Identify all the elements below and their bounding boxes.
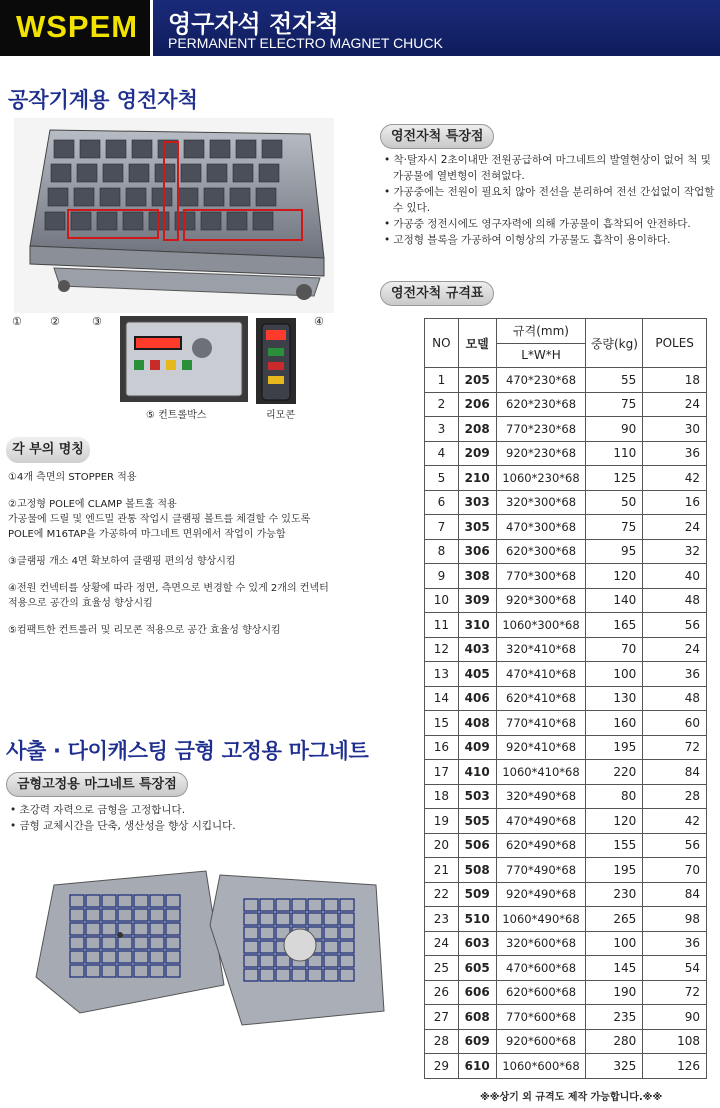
cell-weight: 55 xyxy=(586,368,643,393)
chuck-pole-block xyxy=(230,188,250,206)
cell-no: 20 xyxy=(425,833,459,858)
cell-size: 920*600*68 xyxy=(496,1029,586,1054)
cell-no: 29 xyxy=(425,1054,459,1079)
cell-poles: 24 xyxy=(643,515,707,540)
cell-no: 28 xyxy=(425,1029,459,1054)
cell-weight: 120 xyxy=(586,564,643,589)
section-title-machine-chuck: 공작기계용 영전자척 xyxy=(8,88,198,112)
list-item: • 착·탈자시 2초이내만 전원공급하여 마그네트의 발열현상이 없어 척 및 가공물에 열변형이 전혀없다. xyxy=(384,154,711,182)
chuck-pole-block xyxy=(74,188,94,206)
cell-model: 306 xyxy=(458,539,496,564)
cell-model: 205 xyxy=(458,368,496,393)
control-box-caption: ⑤ 컨트롤박스 xyxy=(146,410,207,421)
spec-table-body xyxy=(425,368,707,1079)
chuck-pole-block xyxy=(97,212,117,230)
cell-model: 303 xyxy=(458,490,496,515)
cell-no: 13 xyxy=(425,662,459,687)
chuck-pole-block xyxy=(48,188,68,206)
cell-no: 6 xyxy=(425,490,459,515)
cell-weight: 265 xyxy=(586,907,643,932)
cell-weight: 100 xyxy=(586,931,643,956)
callout-marker-2: ② xyxy=(50,315,60,328)
cell-poles: 16 xyxy=(643,490,707,515)
cell-poles: 36 xyxy=(643,662,707,687)
remote-control-photo xyxy=(256,318,296,404)
table-row xyxy=(425,613,707,638)
cell-poles: 84 xyxy=(643,760,707,785)
chuck-pole-block xyxy=(262,140,282,158)
cell-model: 409 xyxy=(458,735,496,760)
cell-size: 1060*410*68 xyxy=(496,760,586,785)
cell-weight: 125 xyxy=(586,466,643,491)
table-row xyxy=(425,662,707,687)
chuck-pole-block xyxy=(45,212,65,230)
cell-size: 620*600*68 xyxy=(496,980,586,1005)
table-row xyxy=(425,833,707,858)
table-row xyxy=(425,466,707,491)
chuck-pole-block xyxy=(126,188,146,206)
cell-poles: 90 xyxy=(643,1005,707,1030)
cell-model: 609 xyxy=(458,1029,496,1054)
cell-weight: 190 xyxy=(586,980,643,1005)
cell-no: 19 xyxy=(425,809,459,834)
page-title-korean: 영구자석 전자척 xyxy=(168,10,339,38)
chuck-pole-block xyxy=(181,164,201,182)
cell-size: 470*410*68 xyxy=(496,662,586,687)
cell-poles: 28 xyxy=(643,784,707,809)
table-row xyxy=(425,735,707,760)
cell-size: 920*490*68 xyxy=(496,882,586,907)
chuck-pole-block xyxy=(201,212,221,230)
cell-model: 605 xyxy=(458,956,496,981)
chuck-pole-block xyxy=(71,212,91,230)
table-row xyxy=(425,882,707,907)
table-row xyxy=(425,417,707,442)
cell-no: 10 xyxy=(425,588,459,613)
cell-no: 18 xyxy=(425,784,459,809)
cell-poles: 24 xyxy=(643,392,707,417)
cell-no: 15 xyxy=(425,711,459,736)
list-item: ⑤컴팩트한 컨트롤러 및 리모콘 적용으로 공간 효율성 향상시킴 xyxy=(8,625,281,636)
chuck-pole-block xyxy=(253,212,273,230)
callout-marker-3: ③ xyxy=(92,315,102,328)
cell-model: 509 xyxy=(458,882,496,907)
cell-model: 309 xyxy=(458,588,496,613)
cell-poles: 56 xyxy=(643,613,707,638)
chuck-pole-block xyxy=(259,164,279,182)
cell-weight: 165 xyxy=(586,613,643,638)
list-item: • 초강력 자력으로 금형을 고정합니다. xyxy=(10,804,186,816)
parts-title: 각 부의 명칭 xyxy=(6,437,90,463)
chuck-pole-block xyxy=(103,164,123,182)
spec-title: 영전자척 규격표 xyxy=(380,281,494,306)
cell-weight: 160 xyxy=(586,711,643,736)
cell-poles: 48 xyxy=(643,686,707,711)
chuck-pole-block xyxy=(236,140,256,158)
table-row xyxy=(425,858,707,883)
cell-model: 505 xyxy=(458,809,496,834)
cell-size: 470*300*68 xyxy=(496,515,586,540)
cell-model: 408 xyxy=(458,711,496,736)
cell-weight: 145 xyxy=(586,956,643,981)
cell-poles: 40 xyxy=(643,564,707,589)
chuck-pole-block xyxy=(184,140,204,158)
cell-weight: 220 xyxy=(586,760,643,785)
cell-poles: 42 xyxy=(643,466,707,491)
cell-model: 610 xyxy=(458,1054,496,1079)
spec-table xyxy=(424,318,707,1079)
cell-weight: 75 xyxy=(586,515,643,540)
cell-no: 23 xyxy=(425,907,459,932)
cell-no: 24 xyxy=(425,931,459,956)
cell-no: 1 xyxy=(425,368,459,393)
cell-no: 21 xyxy=(425,858,459,883)
list-item: • 금형 교체시간을 단축, 생산성을 향상 시킵니다. xyxy=(10,820,236,832)
cell-size: 1060*600*68 xyxy=(496,1054,586,1079)
table-row xyxy=(425,784,707,809)
cell-size: 320*600*68 xyxy=(496,931,586,956)
cell-no: 27 xyxy=(425,1005,459,1030)
chuck-pole-block xyxy=(227,212,247,230)
callout-marker-1: ① xyxy=(12,315,22,328)
cell-model: 403 xyxy=(458,637,496,662)
cell-weight: 230 xyxy=(586,882,643,907)
brand-name: WSPEM xyxy=(16,9,139,44)
cell-poles: 54 xyxy=(643,956,707,981)
col-size-sub: L*W*H xyxy=(496,343,586,368)
cell-size: 920*300*68 xyxy=(496,588,586,613)
cell-size: 620*300*68 xyxy=(496,539,586,564)
table-row xyxy=(425,441,707,466)
cell-weight: 280 xyxy=(586,1029,643,1054)
cell-no: 17 xyxy=(425,760,459,785)
cell-size: 470*600*68 xyxy=(496,956,586,981)
cell-size: 1060*490*68 xyxy=(496,907,586,932)
cell-no: 26 xyxy=(425,980,459,1005)
chuck-pole-block xyxy=(54,140,74,158)
cell-poles: 72 xyxy=(643,735,707,760)
cell-poles: 126 xyxy=(643,1054,707,1079)
table-row xyxy=(425,368,707,393)
cell-size: 1060*230*68 xyxy=(496,466,586,491)
cell-model: 603 xyxy=(458,931,496,956)
col-poles: POLES xyxy=(643,319,707,368)
chuck-pole-block xyxy=(207,164,227,182)
remote-caption: 리모콘 xyxy=(266,410,295,421)
chuck-pole-block xyxy=(106,140,126,158)
table-row xyxy=(425,637,707,662)
features-title: 영전자척 특장점 xyxy=(380,124,494,149)
cell-poles: 24 xyxy=(643,637,707,662)
cell-no: 12 xyxy=(425,637,459,662)
table-row xyxy=(425,760,707,785)
chuck-pole-block xyxy=(178,188,198,206)
cell-size: 320*490*68 xyxy=(496,784,586,809)
table-row xyxy=(425,956,707,981)
spec-note: ※※상기 외 규격도 제작 가능합니다.※※ xyxy=(480,1092,663,1103)
cell-no: 2 xyxy=(425,392,459,417)
cell-weight: 90 xyxy=(586,417,643,442)
cell-weight: 195 xyxy=(586,735,643,760)
cell-weight: 155 xyxy=(586,833,643,858)
cell-model: 503 xyxy=(458,784,496,809)
callout-marker-4: ④ xyxy=(314,315,324,328)
col-model: 모델 xyxy=(458,319,496,368)
col-no: NO xyxy=(425,319,459,368)
table-row xyxy=(425,539,707,564)
cell-model: 410 xyxy=(458,760,496,785)
col-weight: 중량(kg) xyxy=(586,319,643,368)
cell-weight: 325 xyxy=(586,1054,643,1079)
cell-weight: 100 xyxy=(586,662,643,687)
cell-weight: 120 xyxy=(586,809,643,834)
list-item: ②고정형 POLE에 CLAMP 볼트홀 적용 가공물에 드릴 및 엔드밀 관통 작업시 클램핑 볼트를 체결할 수 있도록 POLE에 M16TAP을 가공하여 마그네트 면위에서 작업이 가능함 xyxy=(8,499,311,540)
cell-model: 308 xyxy=(458,564,496,589)
table-row xyxy=(425,1054,707,1079)
chuck-pole-block xyxy=(100,188,120,206)
cell-no: 14 xyxy=(425,686,459,711)
chuck-photo xyxy=(14,118,334,313)
cell-no: 11 xyxy=(425,613,459,638)
chuck-pole-block xyxy=(152,188,172,206)
cell-size: 620*230*68 xyxy=(496,392,586,417)
cell-weight: 140 xyxy=(586,588,643,613)
table-row xyxy=(425,392,707,417)
cell-size: 770*230*68 xyxy=(496,417,586,442)
mold-magnet-photo xyxy=(30,865,390,1035)
cell-poles: 42 xyxy=(643,809,707,834)
cell-model: 508 xyxy=(458,858,496,883)
chuck-pole-block xyxy=(80,140,100,158)
table-row xyxy=(425,980,707,1005)
page-title-english: PERMANENT ELECTRO MAGNET CHUCK xyxy=(168,35,443,51)
cell-weight: 95 xyxy=(586,539,643,564)
cell-poles: 36 xyxy=(643,441,707,466)
chuck-pole-block xyxy=(233,164,253,182)
mold-features-list xyxy=(10,802,390,834)
control-box-photo xyxy=(120,316,248,402)
cell-model: 510 xyxy=(458,907,496,932)
cell-size: 770*600*68 xyxy=(496,1005,586,1030)
cell-no: 22 xyxy=(425,882,459,907)
cell-size: 320*300*68 xyxy=(496,490,586,515)
cell-weight: 75 xyxy=(586,392,643,417)
table-row xyxy=(425,686,707,711)
cell-poles: 108 xyxy=(643,1029,707,1054)
cell-size: 770*490*68 xyxy=(496,858,586,883)
cell-model: 310 xyxy=(458,613,496,638)
cell-no: 9 xyxy=(425,564,459,589)
parts-list xyxy=(8,470,368,650)
table-row xyxy=(425,907,707,932)
table-row xyxy=(425,1029,707,1054)
chuck-pole-block xyxy=(204,188,224,206)
cell-model: 206 xyxy=(458,392,496,417)
cell-no: 4 xyxy=(425,441,459,466)
cell-poles: 36 xyxy=(643,931,707,956)
cell-model: 606 xyxy=(458,980,496,1005)
cell-no: 8 xyxy=(425,539,459,564)
cell-model: 305 xyxy=(458,515,496,540)
chuck-pole-block xyxy=(129,164,149,182)
cell-no: 25 xyxy=(425,956,459,981)
cell-size: 920*230*68 xyxy=(496,441,586,466)
cell-poles: 30 xyxy=(643,417,707,442)
cell-weight: 235 xyxy=(586,1005,643,1030)
table-row xyxy=(425,931,707,956)
table-row xyxy=(425,809,707,834)
table-row xyxy=(425,490,707,515)
cell-size: 770*300*68 xyxy=(496,564,586,589)
cell-weight: 80 xyxy=(586,784,643,809)
cell-size: 770*410*68 xyxy=(496,711,586,736)
cell-poles: 84 xyxy=(643,882,707,907)
list-item: • 가공중에는 전원이 필요치 않아 전선을 분리하여 전선 간섭없이 작업할 수 있다. xyxy=(384,186,715,214)
cell-weight: 50 xyxy=(586,490,643,515)
cell-size: 620*490*68 xyxy=(496,833,586,858)
cell-model: 406 xyxy=(458,686,496,711)
features-list xyxy=(384,152,716,248)
cell-size: 470*490*68 xyxy=(496,809,586,834)
table-row xyxy=(425,515,707,540)
col-size: 규격(mm) xyxy=(496,319,586,344)
cell-model: 210 xyxy=(458,466,496,491)
list-item: ①4개 측면의 STOPPER 적용 xyxy=(8,472,137,483)
cell-weight: 110 xyxy=(586,441,643,466)
chuck-pole-block xyxy=(210,140,230,158)
cell-model: 208 xyxy=(458,417,496,442)
cell-no: 7 xyxy=(425,515,459,540)
table-row xyxy=(425,711,707,736)
cell-poles: 72 xyxy=(643,980,707,1005)
table-row xyxy=(425,588,707,613)
cell-poles: 32 xyxy=(643,539,707,564)
chuck-pole-block xyxy=(123,212,143,230)
cell-poles: 70 xyxy=(643,858,707,883)
cell-poles: 60 xyxy=(643,711,707,736)
brand-logo xyxy=(0,0,153,56)
cell-poles: 98 xyxy=(643,907,707,932)
list-item: • 가공중 정전시에도 영구자력에 의해 가공물이 흡착되어 안전하다. xyxy=(384,218,691,230)
cell-size: 1060*300*68 xyxy=(496,613,586,638)
table-row xyxy=(425,1005,707,1030)
page-header xyxy=(0,0,720,56)
cell-no: 16 xyxy=(425,735,459,760)
cell-model: 405 xyxy=(458,662,496,687)
chuck-pole-block xyxy=(77,164,97,182)
cell-weight: 130 xyxy=(586,686,643,711)
cell-no: 3 xyxy=(425,417,459,442)
cell-weight: 195 xyxy=(586,858,643,883)
list-item: ③클램핑 개소 4면 확보하여 클램핑 편의성 향상시킴 xyxy=(8,556,236,567)
cell-size: 620*410*68 xyxy=(496,686,586,711)
cell-size: 920*410*68 xyxy=(496,735,586,760)
cell-size: 320*410*68 xyxy=(496,637,586,662)
section-title-mold-magnet: 사출 · 다이캐스팅 금형 고정용 마그네트 xyxy=(6,739,369,763)
cell-poles: 48 xyxy=(643,588,707,613)
cell-weight: 70 xyxy=(586,637,643,662)
list-item: • 고정형 블록을 가공하여 이형상의 가공물도 흡착이 용이하다. xyxy=(384,234,671,246)
chuck-pole-block xyxy=(256,188,276,206)
cell-model: 506 xyxy=(458,833,496,858)
chuck-pole-block xyxy=(51,164,71,182)
mold-features-title: 금형고정용 마그네트 특장점 xyxy=(6,772,188,797)
cell-poles: 56 xyxy=(643,833,707,858)
cell-model: 608 xyxy=(458,1005,496,1030)
list-item: ④전원 컨넥터를 상황에 따라 정면, 측면으로 변경할 수 있게 2개의 컨넥터 적용으로 공간의 효율성 향상시킴 xyxy=(8,583,329,609)
cell-model: 209 xyxy=(458,441,496,466)
table-row xyxy=(425,564,707,589)
cell-poles: 18 xyxy=(643,368,707,393)
table-header-row xyxy=(425,319,707,344)
cell-no: 5 xyxy=(425,466,459,491)
chuck-pole-block xyxy=(132,140,152,158)
cell-size: 470*230*68 xyxy=(496,368,586,393)
